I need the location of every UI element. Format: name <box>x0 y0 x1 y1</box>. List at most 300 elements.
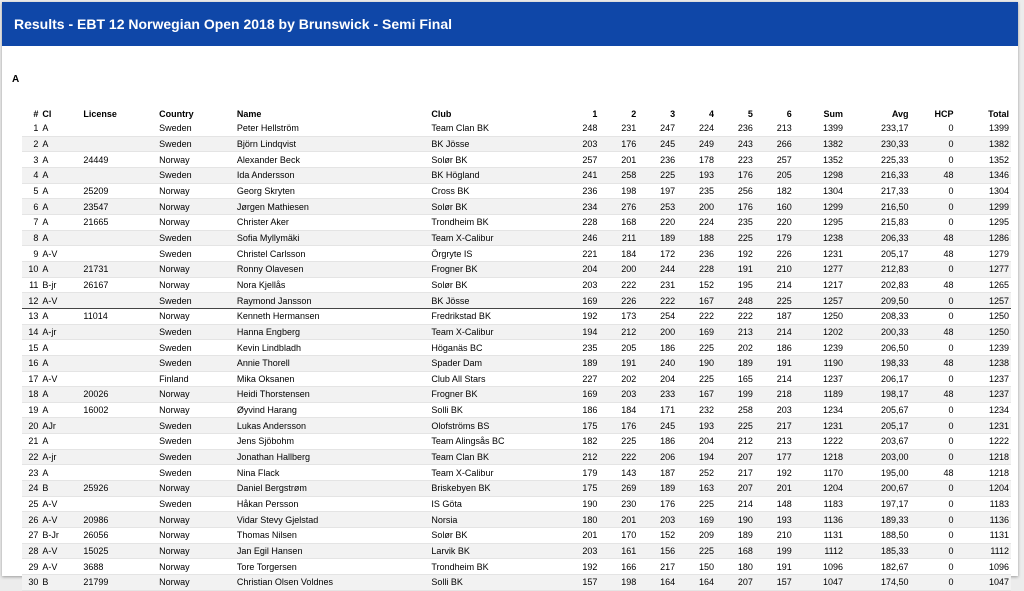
cell-game-5: 222 <box>737 311 753 322</box>
cell-rank: 27 <box>28 530 39 541</box>
cell-game-1: 257 <box>582 154 598 165</box>
cell-name: Christian Olsen Voldnes <box>236 577 333 588</box>
cell-game-2: 201 <box>621 514 637 525</box>
cell-game-2: 212 <box>621 326 637 337</box>
cell-club: Club All Stars <box>431 373 486 384</box>
cell-name: Mika Oksanen <box>236 373 295 384</box>
cell-total: 1352 <box>988 154 1009 165</box>
cell-name: Georg Skryten <box>236 185 295 196</box>
cell-total: 1399 <box>988 123 1009 134</box>
cell-avg: 205,67 <box>880 405 909 416</box>
cell-game-5: 248 <box>737 295 753 306</box>
cell-club: BK Jösse <box>431 295 470 306</box>
cell-game-2: 170 <box>621 530 637 541</box>
cell-hcp: 0 <box>948 138 954 149</box>
cell-sum: 1183 <box>823 499 843 510</box>
cell-avg: 209,50 <box>880 295 909 306</box>
col-header-license: License <box>83 108 117 119</box>
cell-game-1: 175 <box>582 420 598 431</box>
table-row <box>22 152 1011 168</box>
cell-country: Norway <box>159 514 190 525</box>
cell-sum: 1170 <box>823 467 843 478</box>
table-row <box>22 559 1011 575</box>
cell-game-2: 203 <box>621 389 637 400</box>
cell-avg: 230,33 <box>880 138 909 149</box>
cell-game-2: 205 <box>621 342 637 353</box>
cell-sum: 1047 <box>822 577 843 588</box>
cell-avg: 217,33 <box>880 185 909 196</box>
cell-avg: 212,83 <box>880 264 909 275</box>
table-row <box>22 199 1011 215</box>
cell-hcp: 48 <box>943 467 954 478</box>
cell-club: Team X-Calibur <box>431 232 494 243</box>
cell-license <box>81 324 157 340</box>
cell-license <box>81 449 157 465</box>
cell-game-6: 225 <box>776 295 792 306</box>
table-row <box>22 121 1011 136</box>
cell-avg: 198,33 <box>880 358 909 369</box>
cell-hcp: 48 <box>943 358 954 369</box>
cell-name: Jan Egil Hansen <box>236 546 303 557</box>
cell-game-5: 213 <box>737 326 753 337</box>
cell-sum: 1136 <box>823 514 843 525</box>
cell-name: Hanna Engberg <box>236 326 300 337</box>
cell-license: 21799 <box>83 577 109 588</box>
cell-club: Briskebyen BK <box>431 483 491 494</box>
cell-total: 1286 <box>988 232 1009 243</box>
cell-class: A <box>42 232 49 243</box>
cell-name: Annie Thorell <box>236 358 290 369</box>
cell-game-6: 199 <box>776 546 792 557</box>
cell-game-1: 186 <box>582 405 598 416</box>
cell-license <box>81 371 157 387</box>
cell-game-4: 167 <box>699 389 715 400</box>
table-row <box>22 449 1011 465</box>
cell-game-1: 194 <box>582 326 598 337</box>
cell-class: B-Jr <box>42 530 59 541</box>
cell-game-2: 184 <box>621 248 637 259</box>
cell-sum: 1257 <box>822 295 843 306</box>
cell-sum: 1096 <box>822 561 843 572</box>
cell-rank: 21 <box>28 436 39 447</box>
cell-total: 1346 <box>988 170 1009 181</box>
cell-game-1: 201 <box>582 530 598 541</box>
cell-name: Jørgen Mathiesen <box>236 201 309 212</box>
cell-license <box>81 230 157 246</box>
cell-total: 1257 <box>988 295 1009 306</box>
col-header-game-4: 4 <box>709 108 715 119</box>
cell-game-3: 253 <box>660 201 676 212</box>
table-header-row <box>22 106 1011 121</box>
cell-hcp: 48 <box>943 279 954 290</box>
cell-name: Håkan Persson <box>236 499 299 510</box>
cell-country: Norway <box>159 311 190 322</box>
cell-name: Christer Aker <box>236 217 289 228</box>
cell-class: A-V <box>42 546 58 557</box>
cell-total: 1237 <box>988 373 1009 384</box>
cell-name: Nora Kjellås <box>236 279 286 290</box>
table-row <box>22 543 1011 559</box>
cell-name: Ida Andersson <box>236 170 295 181</box>
cell-game-5: 189 <box>737 530 753 541</box>
cell-hcp: 0 <box>948 420 954 431</box>
cell-game-5: 176 <box>737 201 753 212</box>
col-header-game-1: 1 <box>592 108 598 119</box>
cell-sum: 1189 <box>823 389 843 400</box>
cell-hcp: 48 <box>943 232 954 243</box>
cell-country: Norway <box>159 389 190 400</box>
cell-hcp: 0 <box>948 373 954 384</box>
cell-game-5: 199 <box>737 389 753 400</box>
cell-game-1: 192 <box>582 311 598 322</box>
table-row <box>22 261 1011 277</box>
cell-game-3: 203 <box>660 514 676 525</box>
cell-total: 1237 <box>988 389 1009 400</box>
table-row <box>22 465 1011 481</box>
cell-game-1: 241 <box>582 170 598 181</box>
cell-hcp: 0 <box>948 342 954 353</box>
cell-total: 1265 <box>988 279 1009 290</box>
cell-game-5: 214 <box>737 499 753 510</box>
cell-sum: 1298 <box>822 170 843 181</box>
cell-sum: 1277 <box>822 264 843 275</box>
cell-total: 1183 <box>989 499 1009 510</box>
cell-game-5: 176 <box>737 170 753 181</box>
col-header-sum: Sum <box>823 108 843 119</box>
cell-rank: 28 <box>28 546 39 557</box>
cell-game-1: 203 <box>582 138 598 149</box>
cell-avg: 205,17 <box>880 248 909 259</box>
cell-sum: 1112 <box>824 546 843 557</box>
cell-total: 1136 <box>989 514 1009 525</box>
cell-class: B-jr <box>42 279 57 290</box>
cell-name: Raymond Jansson <box>236 295 312 306</box>
cell-country: Norway <box>159 185 190 196</box>
cell-country: Norway <box>159 405 190 416</box>
cell-game-4: 193 <box>699 170 715 181</box>
cell-avg: 208,33 <box>880 311 909 322</box>
cell-game-5: 168 <box>737 546 753 557</box>
group-label: A <box>12 74 20 85</box>
cell-game-4: 225 <box>699 499 715 510</box>
cell-game-1: 221 <box>582 248 598 259</box>
cell-rank: 17 <box>28 373 39 384</box>
cell-game-1: 157 <box>582 577 598 588</box>
table-row <box>22 246 1011 262</box>
cell-game-3: 204 <box>660 373 676 384</box>
table-row <box>22 496 1011 512</box>
cell-club: Trondheim BK <box>431 217 489 228</box>
cell-license: 26056 <box>83 530 109 541</box>
cell-avg: 206,50 <box>880 342 909 353</box>
col-header-hcp: HCP <box>934 108 954 119</box>
cell-game-3: 206 <box>660 452 676 463</box>
cell-game-5: 258 <box>737 405 753 416</box>
cell-avg: 195,00 <box>880 467 909 478</box>
cell-class: A <box>42 342 49 353</box>
cell-total: 1234 <box>988 405 1009 416</box>
cell-sum: 1204 <box>822 483 843 494</box>
cell-game-4: 235 <box>699 185 715 196</box>
cell-game-6: 160 <box>776 201 792 212</box>
cell-total: 1047 <box>988 577 1009 588</box>
col-header-num: # <box>33 108 39 119</box>
cell-license <box>81 434 157 450</box>
cell-game-6: 226 <box>776 248 792 259</box>
cell-game-2: 191 <box>621 358 637 369</box>
cell-club: Fredrikstad BK <box>431 311 491 322</box>
cell-club: Team Alingsås BC <box>431 436 505 447</box>
cell-license <box>81 496 157 512</box>
cell-game-3: 200 <box>660 326 676 337</box>
cell-sum: 1304 <box>822 185 843 196</box>
cell-sum: 1231 <box>822 420 843 431</box>
cell-country: Sweden <box>159 467 192 478</box>
cell-license <box>81 340 157 356</box>
cell-hcp: 48 <box>943 326 954 337</box>
cell-game-6: 177 <box>776 452 792 463</box>
cell-total: 1304 <box>988 185 1009 196</box>
cell-club: Solli BK <box>431 577 463 588</box>
cell-club: Solli BK <box>431 405 463 416</box>
cell-hcp: 0 <box>948 264 954 275</box>
cell-game-2: 226 <box>621 295 637 306</box>
cell-game-6: 214 <box>776 279 792 290</box>
cell-total: 1131 <box>989 530 1009 541</box>
cell-class: A <box>42 405 49 416</box>
cell-game-4: 190 <box>699 358 715 369</box>
table-row <box>22 434 1011 450</box>
cell-rank: 13 <box>28 311 39 322</box>
cell-club: Spader Dam <box>431 358 482 369</box>
cell-rank: 5 <box>33 185 39 196</box>
cell-club: Frogner BK <box>431 264 478 275</box>
cell-total: 1204 <box>988 483 1009 494</box>
cell-game-1: 236 <box>582 185 598 196</box>
cell-class: A-jr <box>42 326 57 337</box>
cell-game-1: 180 <box>582 514 598 525</box>
cell-license <box>81 355 157 371</box>
cell-total: 1238 <box>988 358 1009 369</box>
cell-country: Sweden <box>159 248 192 259</box>
cell-rank: 20 <box>28 420 39 431</box>
cell-club: Team X-Calibur <box>431 326 494 337</box>
cell-club: Norsia <box>431 514 458 525</box>
table-row <box>22 512 1011 528</box>
cell-game-6: 266 <box>776 138 792 149</box>
cell-game-4: 222 <box>699 311 715 322</box>
table-row <box>22 183 1011 199</box>
cell-game-5: 189 <box>737 358 753 369</box>
cell-game-5: 235 <box>737 217 753 228</box>
cell-total: 1382 <box>988 138 1009 149</box>
cell-game-6: 203 <box>776 405 792 416</box>
cell-game-6: 193 <box>776 514 792 525</box>
cell-total: 1218 <box>988 452 1009 463</box>
cell-total: 1112 <box>990 546 1009 557</box>
cell-game-3: 164 <box>660 577 676 588</box>
page-title: Results - EBT 12 Norwegian Open 2018 by Brunswick - Semi Final <box>2 2 1018 46</box>
cell-hcp: 0 <box>948 201 954 212</box>
col-header-name: Name <box>236 108 262 119</box>
cell-country: Sweden <box>159 138 192 149</box>
cell-avg: 206,33 <box>880 232 909 243</box>
cell-game-3: 197 <box>660 185 676 196</box>
cell-game-4: 169 <box>699 326 715 337</box>
cell-license <box>81 418 157 434</box>
cell-game-3: 152 <box>660 530 676 541</box>
cell-game-6: 214 <box>776 373 792 384</box>
cell-name: Vidar Stevy Gjelstad <box>236 514 319 525</box>
cell-game-2: 222 <box>621 452 637 463</box>
cell-game-2: 230 <box>621 499 637 510</box>
cell-game-3: 171 <box>660 405 676 416</box>
cell-game-1: 248 <box>582 123 598 134</box>
cell-name: Øyvind Harang <box>236 405 297 416</box>
cell-game-5: 207 <box>737 452 753 463</box>
cell-game-2: 231 <box>621 123 637 134</box>
cell-class: A <box>42 170 49 181</box>
cell-game-6: 187 <box>776 311 792 322</box>
cell-game-5: 207 <box>737 577 753 588</box>
cell-game-1: 203 <box>582 279 598 290</box>
cell-game-5: 180 <box>737 561 753 572</box>
cell-country: Finland <box>159 373 189 384</box>
cell-name: Thomas Nilsen <box>236 530 297 541</box>
cell-game-2: 201 <box>621 154 637 165</box>
cell-game-2: 276 <box>621 201 637 212</box>
cell-game-3: 236 <box>660 154 676 165</box>
cell-class: A <box>42 185 49 196</box>
cell-hcp: 48 <box>943 248 954 259</box>
cell-club: Örgryte IS <box>431 248 473 259</box>
cell-game-1: 179 <box>582 467 598 478</box>
cell-game-2: 202 <box>621 373 637 384</box>
cell-game-1: 175 <box>582 483 598 494</box>
cell-rank: 7 <box>33 217 39 228</box>
cell-avg: 198,17 <box>880 389 909 400</box>
cell-country: Sweden <box>159 170 192 181</box>
cell-sum: 1382 <box>822 138 843 149</box>
cell-game-2: 184 <box>621 405 637 416</box>
cell-class: A-V <box>42 295 58 306</box>
cell-game-1: 227 <box>582 373 598 384</box>
cell-name: Heidi Thorstensen <box>236 389 310 400</box>
cell-hcp: 0 <box>948 123 954 134</box>
cell-class: A <box>42 201 49 212</box>
cell-sum: 1295 <box>822 217 843 228</box>
table-row <box>22 418 1011 434</box>
cell-game-6: 220 <box>776 217 792 228</box>
cell-hcp: 0 <box>948 452 954 463</box>
cell-game-6: 191 <box>776 561 792 572</box>
cell-club: Solør BK <box>431 154 468 165</box>
cell-rank: 15 <box>28 342 39 353</box>
table-row <box>22 387 1011 403</box>
cell-game-6: 182 <box>776 185 792 196</box>
cell-game-4: 167 <box>699 295 715 306</box>
cell-name: Björn Lindqvist <box>236 138 296 149</box>
table-row <box>22 167 1011 183</box>
col-header-game-5: 5 <box>747 108 753 119</box>
cell-total: 1222 <box>988 436 1009 447</box>
cell-country: Norway <box>159 201 190 212</box>
cell-country: Norway <box>159 561 190 572</box>
cell-game-2: 166 <box>621 561 637 572</box>
cell-hcp: 0 <box>948 295 954 306</box>
cell-game-3: 225 <box>660 170 676 181</box>
cell-avg: 200,67 <box>880 483 909 494</box>
cell-total: 1299 <box>988 201 1009 212</box>
cell-game-2: 176 <box>621 138 637 149</box>
cell-sum: 1190 <box>823 358 843 369</box>
cell-rank: 10 <box>28 264 39 275</box>
cell-total: 1239 <box>988 342 1009 353</box>
cell-game-3: 172 <box>660 248 676 259</box>
cell-class: A <box>42 436 49 447</box>
cell-avg: 206,17 <box>880 373 909 384</box>
cell-rank: 12 <box>28 295 39 306</box>
cell-class: A-V <box>42 248 58 259</box>
cell-avg: 200,33 <box>880 326 909 337</box>
cell-club: Solør BK <box>431 279 468 290</box>
cell-game-3: 254 <box>660 311 676 322</box>
cell-license: 15025 <box>83 546 109 557</box>
cell-game-4: 194 <box>699 452 715 463</box>
cell-game-6: 201 <box>776 483 792 494</box>
cell-rank: 18 <box>28 389 39 400</box>
cell-class: A-V <box>42 514 58 525</box>
cell-club: Team Clan BK <box>431 123 489 134</box>
cell-name: Christel Carlsson <box>236 248 306 259</box>
cell-class: AJr <box>42 420 56 431</box>
cell-class: A-jr <box>42 452 57 463</box>
cell-game-6: 148 <box>776 499 792 510</box>
table-row <box>22 324 1011 340</box>
cell-class: A <box>42 358 49 369</box>
cell-game-6: 217 <box>776 420 792 431</box>
cell-game-6: 205 <box>776 170 792 181</box>
cell-avg: 203,00 <box>880 452 909 463</box>
cell-game-5: 243 <box>737 138 753 149</box>
cell-license: 21665 <box>83 217 109 228</box>
cell-class: A <box>42 311 49 322</box>
cell-game-2: 222 <box>621 279 637 290</box>
cell-rank: 26 <box>28 514 39 525</box>
cell-sum: 1238 <box>822 232 843 243</box>
cell-game-4: 163 <box>699 483 715 494</box>
cell-game-4: 224 <box>699 123 715 134</box>
cell-game-4: 224 <box>699 217 715 228</box>
col-header-class: Cl <box>42 108 52 119</box>
cell-game-4: 178 <box>699 154 715 165</box>
cell-sum: 1131 <box>823 530 843 541</box>
cell-total: 1218 <box>988 467 1009 478</box>
col-header-country: Country <box>159 108 194 119</box>
cell-license <box>81 121 157 136</box>
cell-name: Sofia Myllymäki <box>236 232 300 243</box>
cell-game-3: 217 <box>660 561 676 572</box>
cell-license <box>81 136 157 152</box>
cell-game-2: 198 <box>621 185 637 196</box>
cell-game-3: 231 <box>660 279 676 290</box>
cell-country: Norway <box>159 154 190 165</box>
cell-game-4: 236 <box>699 248 715 259</box>
cell-game-5: 202 <box>737 342 753 353</box>
cell-game-2: 168 <box>621 217 637 228</box>
cell-total: 1096 <box>988 561 1009 572</box>
cell-game-4: 150 <box>699 561 715 572</box>
